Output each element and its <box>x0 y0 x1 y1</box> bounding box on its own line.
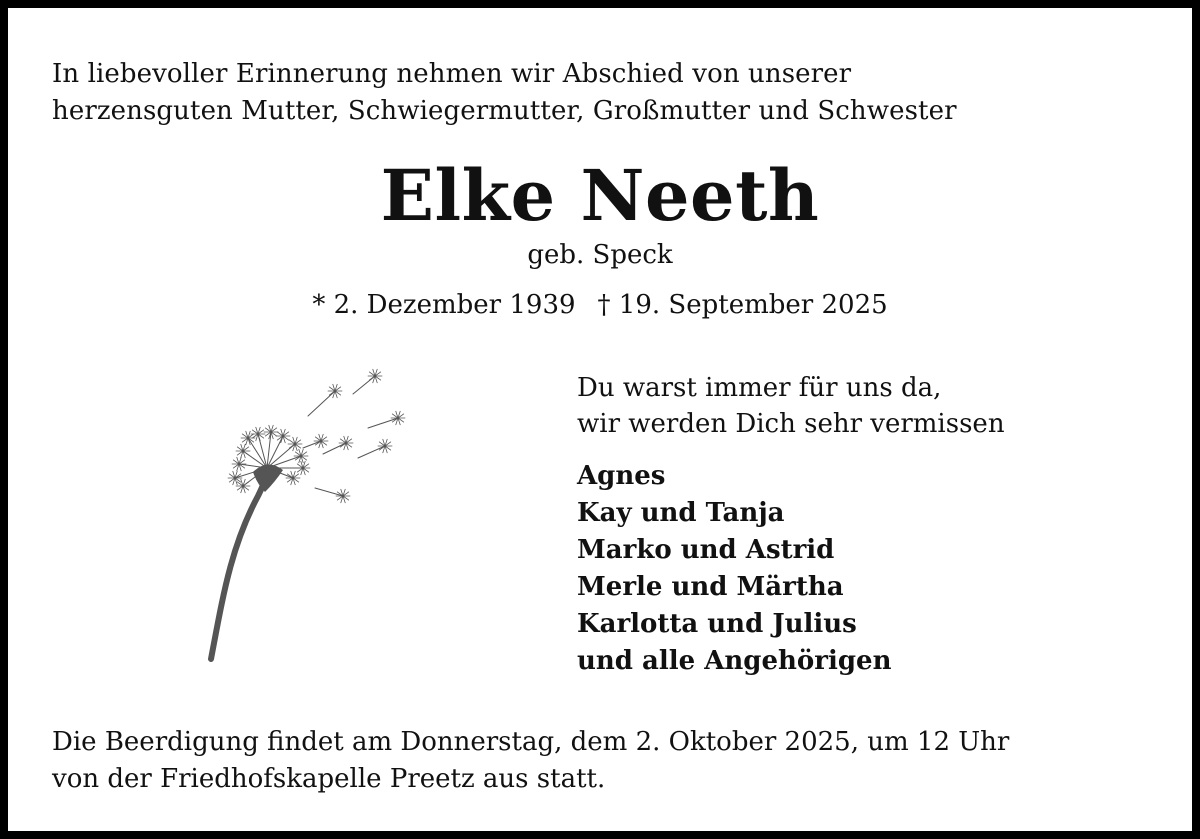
quote-line: Du warst immer für uns da, <box>577 373 942 403</box>
funeral-line: Die Beerdigung findet am Donnerstag, dem 2. Oktober 2025, um 12 Uhr <box>52 727 1010 757</box>
deceased-name: Elke Neeth <box>380 154 820 237</box>
intro-text <box>52 56 1152 130</box>
birth-name: geb. Speck <box>527 240 673 270</box>
quote-line: wir werden Dich sehr vermissen <box>577 409 1005 439</box>
death-date: † 19. September 2025 <box>597 290 888 320</box>
mourner-name: Marko und Astrid <box>577 535 835 565</box>
mourner-name: Kay und Tanja <box>577 498 785 528</box>
funeral-line: von der Friedhofskapelle Preetz aus statt. <box>52 764 606 794</box>
mourner-name: Merle und Märtha <box>577 572 844 602</box>
farewell-quote <box>577 370 1005 442</box>
mourner-name: und alle Angehörigen <box>577 646 892 676</box>
dandelion-illustration <box>203 356 453 666</box>
birth-date: * 2. Dezember 1939 <box>312 290 576 320</box>
funeral-info <box>52 724 1152 798</box>
life-dates <box>8 288 1192 322</box>
mourner-name: Karlotta und Julius <box>577 609 857 639</box>
mourners-list <box>577 458 891 680</box>
intro-line: herzensguten Mutter, Schwiegermutter, Großmutter und Schwester <box>52 96 957 126</box>
mourner-name: Agnes <box>577 461 666 491</box>
intro-line: In liebevoller Erinnerung nehmen wir Abschied von unserer <box>52 59 852 89</box>
